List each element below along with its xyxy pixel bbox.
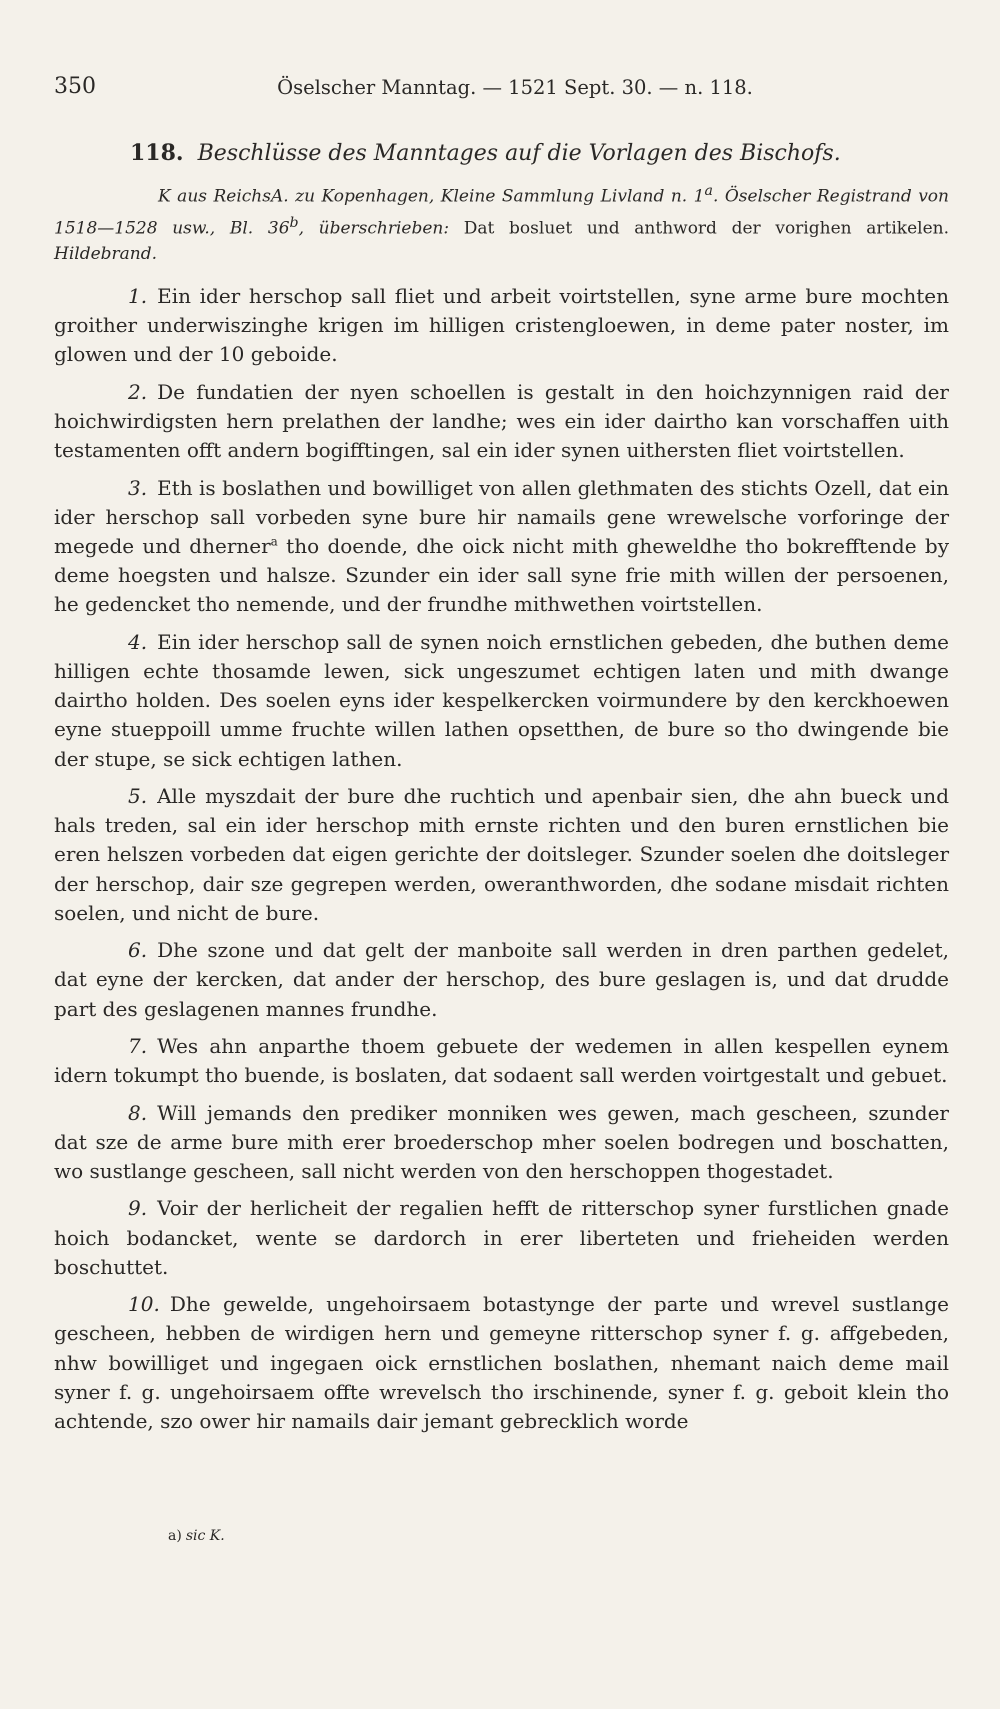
article — [54, 936, 949, 1024]
article-text: Voir der herlicheit der regalien hefft de ritterschop syner furstlichen gnade hoich bodancket, wente se dardorch in erer liberteten und frieheiden werden boschuttet. — [54, 1196, 949, 1279]
article-text: Ein ider herschop sall fliet und arbeit voirtstellen, syne arme bure mochten groither underwiszinghe krigen im hilligen cristengloewen, in deme pater noster, im glowen und der 10 geboide. — [54, 284, 949, 367]
article-number: 5. — [128, 784, 148, 808]
article — [54, 282, 949, 370]
inscribed-label: , überschrieben: — [298, 218, 450, 239]
article-number: 6. — [128, 938, 148, 963]
registrand-reference: . Öselscher Registrand von 1518—1528 usw., Bl. 36 — [54, 186, 949, 239]
source-reference: K aus ReichsA. zu Kopenhagen, Kleine Sammlung Livland n. 1 — [158, 186, 705, 207]
source-note — [54, 178, 949, 267]
article — [54, 782, 949, 928]
article-number: 9. — [128, 1196, 148, 1221]
page-number: 350 — [54, 74, 96, 99]
article-text-continued: tho doende, dhe oick nicht mith gheweldhe tho bokrefftende by deme hoegsten und halsze. Szunder ein ider sall syne frie mith willen der persoenen, he gedencket tho nemende, und der frundhe mithwethen voirtstellen. — [54, 534, 949, 617]
footnote-reference: a — [270, 534, 278, 549]
footnote — [168, 1528, 225, 1544]
article-text: Wes ahn anparthe thoem gebuete der wedemen in allen kespellen eynem idern tokumpt tho buende, is boslaten, dat sodaent sall werden voirtgestalt und gebuet. — [54, 1034, 949, 1088]
article-text: Will jemands den prediker monniken wes gewen, mach gescheen, szunder dat sze de arme bure mith erer broederschop mher soelen bodregen und boschatten, wo sustlange gescheen, sall nicht werden von den herschoppen thogestadet. — [54, 1100, 949, 1183]
article-text: Ein ider herschop sall de synen noich ernstlichen gebeden, dhe buthen deme hilligen echte thosamde lewen, sick ungeszumet echtigen laten und mith dwange dairtho holden. Des soelen eyns ider kespelkercken voirmundere by den kerckhoewen eyne stueppoill umme fruchte willen lathen opsetthen, de bure so tho dwingende bie der stupe, se sick echtigen lathen. — [54, 629, 949, 771]
document-number: 118. — [130, 140, 184, 166]
article-number: 8. — [128, 1100, 148, 1125]
article — [54, 378, 949, 466]
folio-superscript: b — [289, 214, 299, 231]
article-number: 3. — [128, 475, 148, 500]
source-superscript: a — [704, 183, 713, 199]
inscription: Dat bosluet und anthword der vorighen artikelen. — [449, 218, 949, 239]
article — [54, 1290, 949, 1436]
document-title: Beschlüsse des Manntages auf die Vorlagen des Bischofs. — [197, 141, 841, 166]
article-number: 4. — [128, 629, 148, 654]
footnote-text: sic K. — [185, 1528, 225, 1544]
article — [54, 628, 949, 774]
running-head-text: Öselscher Manntag. — 1521 Sept. 30. — n. 118. — [277, 76, 753, 99]
articles-list — [54, 282, 949, 1444]
article-number: 10. — [128, 1292, 160, 1317]
article — [54, 1032, 949, 1090]
editor-name: Hildebrand. — [54, 244, 158, 265]
article — [54, 1194, 949, 1282]
article-text: Alle myszdait der bure dhe ruchtich und apenbair sien, dhe ahn bueck und hals treden, sal ein ider herschop mith ernste richten und den buren ernstlichen bie eren helszen vorbeden dat eigen gerichte der doitsleger. Szunder soelen dhe doitsleger der herschop, dair sze gegrepen werden, oweranthworden, dhe sodane misdait richten soelen, und nicht de bure. — [54, 784, 949, 925]
article-text: Eth is boslathen und bowilliget von allen glethmaten des stichts Ozell, dat ein ider herschop sall vorbeden syne bure hir namails gene wrewelsche vorforinge der megede und dherner — [54, 475, 949, 558]
article — [54, 1099, 949, 1187]
article — [54, 474, 949, 620]
article-number: 1. — [128, 284, 148, 308]
running-head — [54, 74, 946, 104]
footnote-marker: a) — [168, 1528, 182, 1544]
document-heading — [130, 140, 841, 166]
article-text: Dhe gewelde, ungehoirsaem botastynge der parte und wrevel sustlange gescheen, hebben de wirdigen hern und gemeyne ritterschop syner f. g. affgebeden, nhw bowilliget und ingegaen oick ernstlichen boslathen, nhemant naich deme mail syner f. g. ungehoirsaem offte wrevelsch tho irschinende, syner f. g. geboit klein tho achtende, szo ower hir namails dair jemant gebrecklich worde — [54, 1292, 949, 1433]
article-text: Dhe szone und dat gelt der manboite sall werden in dren parthen gedelet, dat eyne der kercken, dat ander der herschop, des bure geslagen is, und dat drudde part des geslagenen mannes frundhe. — [54, 938, 949, 1021]
article-number: 7. — [128, 1034, 148, 1058]
article-number: 2. — [128, 379, 148, 404]
article-text: De fundatien der nyen schoellen is gestalt in den hoichzynnigen raid der hoichwirdigsten hern prelathen der landhe; wes ein ider dairtho kan vorschaffen uith testamenten offt andern bogifftingen, sal ein ider synen uithersten fliet voirtstellen. — [54, 379, 949, 463]
